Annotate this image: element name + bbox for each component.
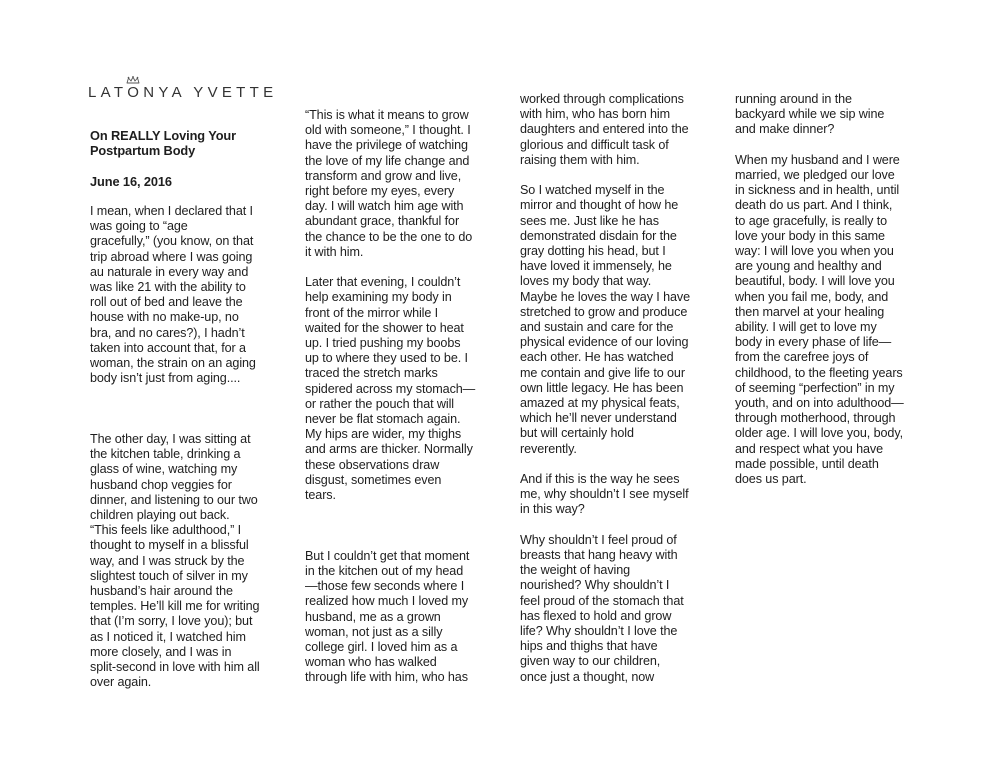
paragraph: Why shouldn’t I feel proud of breasts that hang heavy with the weight of having nourished? Why shouldn’t I feel proud of the stomach that has flexed to hold and grow life? Why shouldn’t I love the hips and thighs that have given way to our children, once just a thought, now	[520, 532, 684, 684]
column-3	[520, 92, 706, 700]
paragraph: “This is what it means to grow old with someone,” I thought. I have the privilege of watching the love of my life change and transform and grow and live, right before my eyes, every day. I will watch him age with abundant grace, thankful for the chance to be the one to do it with him.	[305, 108, 473, 259]
paragraph: I mean, when I declared that I was going to “age gracefully,” (you know, on that trip abroad where I was going au naturale in every way and was like 21 with the ability to roll out of bed and leave the house with no make-up, no bra, and no cares?), I hadn’t taken into account that, for a woman, the strain on an aging body isn’t just from aging....	[90, 203, 256, 386]
brand-text-start: LAT	[88, 84, 128, 101]
brand-o-with-crown	[127, 83, 143, 103]
column-2	[305, 108, 487, 701]
paragraph: So I watched myself in the mirror and thought of how he sees me. Just like he has demonstrated disdain for the gray dotting his head, but I have loved it immensely, he loves my body that way. Maybe he loves the way I have stretched to grow and produce and sustain and care for the physical evidence of our loving each other. He has watched me contain and give life to our own little legacy. He has been amazed at my physical feats, which he’ll never understand but will certainly hold reverently.	[520, 183, 691, 456]
article-date: June 16, 2016	[90, 173, 172, 189]
paragraph: worked through complications with him, who has born him daughters and entered into the glorious and difficult task of raising them with him.	[520, 92, 689, 167]
paragraph: The other day, I was sitting at the kitchen table, drinking a glass of wine, watching my husband chop veggies for dinner, and listening to our two children playing out back. “This feels like adulthood,” I thought to myself in a blissful way, and I was struck by the slightest touch of silver in my husband’s hair around the temples. He’ll kill me for writing that (I’m sorry, I love you); but as I noticed it, I watched him more closely, and I was in split-second in love with him all over again.	[90, 432, 260, 690]
article-title: On REALLY Loving Your Postpartum Body	[90, 128, 237, 159]
paragraph: When my husband and I were married, we pledged our love in sickness and in health, until death do us part. And I think, to age gracefully, is really to love your body in this same way: I will love you when you are young and healthy and beautiful, body. I will love you when you fail me, body, and then marvel at your healing ability. I will get to love my body in every phase of life— from the carefree joys of childhood, to the fleeting years of seeming “perfection” in my youth, and on into adulthood— through motherhood, through older age. I will love you, body, and respect what you have made possible, until death does us part.	[735, 152, 904, 487]
paragraph: running around in the backyard while we sip wine and make dinner?	[735, 92, 885, 137]
paragraph: And if this is the way he sees me, why shouldn’t I see myself in this way?	[520, 472, 689, 517]
brand-text-end: NYA YVETTE	[143, 84, 278, 101]
brand-letter-o: O	[127, 84, 144, 101]
crown-icon	[126, 76, 140, 84]
brand-logo	[88, 83, 277, 103]
paragraph: But I couldn’t get that moment in the kitchen out of my head —those few seconds where I realized how much I loved my husband, me as a grown woman, not just as a silly college girl. I loved him as a woman who has walked through life with him, who has	[305, 548, 470, 685]
column-4	[735, 92, 917, 502]
paragraph: Later that evening, I couldn’t help examining my body in front of the mirror while I waited for the shower to heat up. I tried pushing my boobs up to where they used to be. I traced the stretch marks spidered across my stomach— or rather the pouch that will never be flat stomach again. My hips are wider, my thighs and arms are thicker. Normally these observations draw disgust, sometimes even tears.	[305, 275, 476, 503]
column-1	[90, 128, 272, 706]
